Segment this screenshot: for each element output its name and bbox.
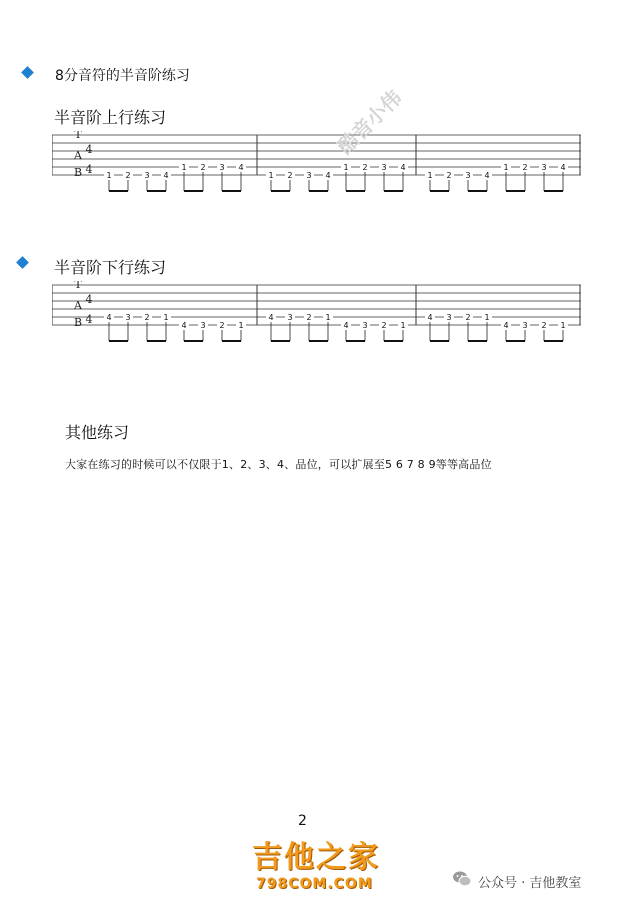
section-title-other: 其他练习 [65,423,130,442]
tab-note: 3 [287,313,293,322]
tab-note: 3 [200,321,206,330]
tab-note: 1 [163,313,169,322]
tab-note: 3 [306,171,312,180]
footer-logo: 吉他之家 [252,840,380,875]
tab-note: 2 [306,313,312,322]
tab-note: 1 [343,163,349,172]
tab-note: 4 [427,313,433,322]
tab-clef-letter: T [74,281,82,291]
section-title-descending: 半音阶下行练习 [54,258,167,277]
tab-staff-ascending [52,131,581,226]
tab-note: 1 [181,163,187,172]
heading-bullet-icon [21,66,34,79]
tab-note: 2 [362,163,368,172]
page-number: 2 [298,813,307,829]
section-title-ascending: 半音阶上行练习 [54,108,167,127]
tab-staff-descending [52,281,581,376]
tab-note: 2 [125,171,131,180]
tab-note: 4 [325,171,331,180]
tab-clef-letter: A [74,149,82,162]
time-signature-digit: 4 [85,313,93,326]
tab-note: 2 [200,163,206,172]
tab-note: 4 [163,171,169,180]
tab-note: 2 [219,321,225,330]
tab-note: 1 [400,321,406,330]
time-signature-digit: 4 [85,293,93,306]
tab-note: 1 [238,321,244,330]
tab-clef-letter: B [73,166,83,179]
tab-note: 1 [268,171,274,180]
tab-note: 3 [125,313,131,322]
tab-note: 4 [238,163,244,172]
tab-clef-letter: T [74,131,82,141]
tab-note: 3 [465,171,471,180]
tab-note: 2 [541,321,547,330]
tab-clef-letter: A [74,299,82,312]
tab-note: 1 [325,313,331,322]
tab-note: 4 [181,321,187,330]
tab-note: 3 [446,313,452,322]
tab-note: 4 [560,163,566,172]
tab-note: 3 [362,321,368,330]
tab-note: 2 [522,163,528,172]
time-signature-digit: 4 [85,163,93,176]
tab-note: 4 [503,321,509,330]
practice-note: 大家在练习的时候可以不仅限于1、2、3、4、品位，可以扩展至5 6 7 8 9等等高品位 [65,458,492,471]
footer-logo-sub: 798COM.COM [256,876,373,892]
tab-note: 2 [144,313,150,322]
tab-note: 3 [144,171,150,180]
tab-note: 2 [446,171,452,180]
tab-note: 1 [503,163,509,172]
tab-note: 4 [400,163,406,172]
tab-note: 4 [484,171,490,180]
wechat-credit: 公众号 · 吉他教室 [478,876,582,891]
tab-note: 4 [343,321,349,330]
section-bullet-icon [16,256,29,269]
tab-note: 3 [381,163,387,172]
tab-note: 4 [268,313,274,322]
tab-note: 1 [484,313,490,322]
wechat-icon [452,869,472,889]
tab-note: 3 [541,163,547,172]
tab-note: 2 [465,313,471,322]
page-heading: 8分音符的半音阶练习 [55,68,190,84]
tab-note: 4 [106,313,112,322]
tab-note: 3 [522,321,528,330]
tab-note: 1 [560,321,566,330]
time-signature-digit: 4 [85,143,93,156]
watermark: 酷音小伟 [332,85,407,159]
tab-note: 3 [219,163,225,172]
tab-note: 1 [106,171,112,180]
tab-note: 2 [381,321,387,330]
tab-note: 1 [427,171,433,180]
tab-clef-letter: B [73,316,83,329]
tab-note: 2 [287,171,293,180]
